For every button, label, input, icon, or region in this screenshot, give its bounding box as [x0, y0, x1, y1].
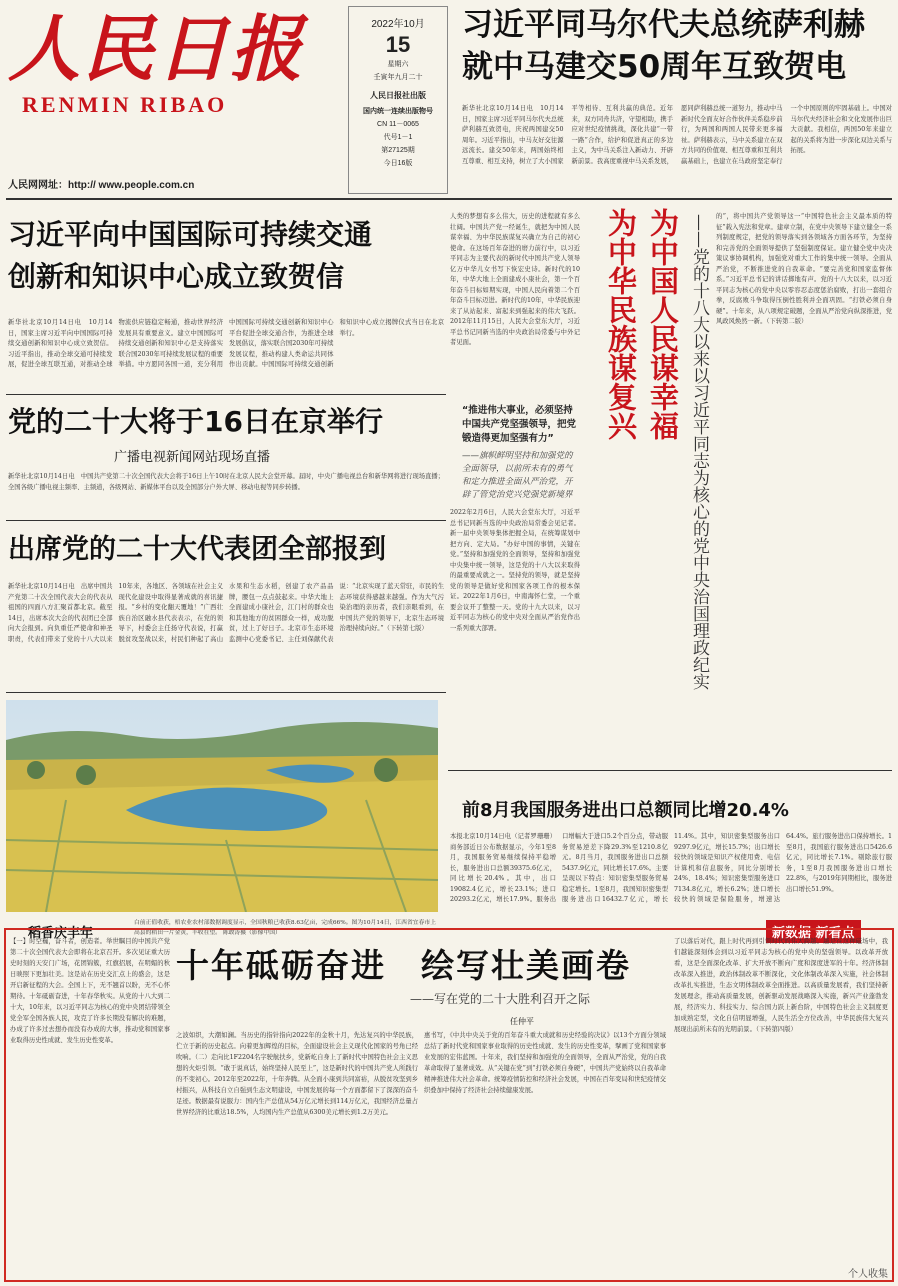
issn-label: 国内统一连续出版物号	[363, 108, 433, 115]
feature-headline[interactable]: 十年砥砺奋进 绘写壮美画卷	[176, 946, 631, 985]
feature-subhead: ——写在党的二十大胜利召开之际	[410, 992, 591, 1006]
masthead-divider	[6, 198, 892, 200]
new-data-badge[interactable]: 新数据 新看点	[766, 920, 861, 943]
top-headline-line-1: 习近平同马尔代夫总统萨利赫	[462, 7, 865, 43]
pull-quote-sub: ——旗帜鲜明坚持和加强党的全面领导，以前所未有的勇气和定力推进全面从严治党，开辟了管党治党兴党强党新境界	[462, 451, 573, 500]
divider	[6, 692, 446, 693]
divider	[448, 770, 892, 771]
photo-caption-text: 白前正值收获，梧农业农村部数据调度显示，全国秋粮已收获8.63亿亩，完成66%。图为10月14日，江西省宜春市上高县的稻田一片金黄，丰收在望。	[134, 920, 436, 936]
top-headline-line-2: 就中马建交50周年互致贺电	[462, 49, 847, 85]
issue-number: 第27125期	[381, 147, 415, 154]
page-count: 今日16版	[383, 160, 413, 167]
newspaper-logo: 人民日报	[8, 6, 305, 91]
feature-text-3: 了以落后对代，跟上时代再到引领时代的伟大跨越。越是在这种磁场中，我们越能深刻体会到以习近平同志为核心的党中央的坚强领导。以改革开放看，这是全面深化改革、扩大开放不断向广度和深度进军的十年。经济体制改革深入推进，政治体制改革不断深化，文化体制改革深入实施，社会体制改革扎实推进，生态文明体制改革全面推进。以高质量发展看，我们坚持新发展理念，推动高质量发展，创新驱动发展战略深入实施，新兴产业蓬勃发展，经济实力、科技实力、综合国力跃上新台阶，中国特色社会主义制度更加成熟定型，文化自信明显增强，人民生活全方位改善，中华民族伟大复兴展现出前所未有的光明前景。（下转第四版）	[674, 938, 888, 1033]
story-2-text: 新华社北京10月14日电 10月14日，国家主席习近平向中国国际可持续交通创新和知识中心成立致贺信。习近平指出，推动全球交通可持续发展，促进全球互联互通，对推动全球物流供应链稳定畅通，推动世界经济发展具有重要意义。建立中国国际可持续交通创新和知识中心是支持落实联合国2030年可持续发展议程的重要举措。中方愿同各国一道，充分利用中国国际可持续交通创新和知识中心平台促进全球交通合作，为推进全球发展倡议，落实联合国2030年可持续发展议程，推动构建人类命运共同体作出贡献。中国国际可持续交通创新和知识中心成立揭牌仪式当日在北京举行。	[8, 319, 444, 368]
top-headline[interactable]	[462, 4, 892, 88]
photo-credit: 陈敢涛摄（影像中国）	[222, 930, 281, 936]
vertical-subtitle: ——党的十八大以来以习近平同志为核心的党中央治国理政纪实	[689, 214, 709, 690]
story-5-headline[interactable]: 前8月我国服务进出口总额同比增20.4%	[462, 800, 789, 821]
story-4-headline[interactable]: 出席党的二十大代表团全部报到	[8, 534, 386, 565]
cn-number: CN 11－0065	[377, 121, 419, 128]
story-3-subhead: 广播电视新闻网站现场直播	[114, 450, 271, 465]
vertical-story-text-a: 人类的梦想有多么伟大，历史的进程就有多么壮阔。中国共产党一经诞生，就把为中国人民谋幸福、为中华民族谋复兴确立为自己的初心使命。在这场百年奋进的磨力前行中，以习近平同志为主要代表的新时代中国共产党人领导亿万中华儿女书写下恢宏史诗。新时代的10年，中华大地上全面建成小康社会，第一个百年奋斗目标如期实现，中国人民向着第二个百年奋斗目标迈进。新时代的10年，中华民族迎来了从站起来、富起来到强起来的伟大飞跃。2012年11月15日，人民大会堂东大厅，习近平总书记同新当选的中央政治局常委与中外记者见面。	[450, 213, 580, 346]
vertical-headline-line-2: 为中华民族谋复兴	[604, 208, 638, 440]
story-4-text: 新华社北京10月14日电 出席中国共产党第二十次全国代表大会的代表从祖国的四面八方汇聚首都北京。截至14日，出席本次大会的代表团已全部向大会报到。向负重任严使命和神圣职责，代表们带来了党的十八大以来10年来，各地区、各领域在社会主义现代化建设中取得显著成就的喜讯捷报。“乡村的变化翻天覆地！”广西壮族自治区融水县代表表示，在党的领导下，村委会主任扬守代表说，打赢脱贫攻坚战以来，村民们种起了高山水果和生态水稻，创建了农产品品牌，腰包一点点鼓起来。中华大地上全面建成小康社会，江门村的群众也和其他地方的贫困群众一样，成功脱贫，过上了好日子。北京市生态环境监测中心党委书记、主任刘保献代表说：“北京实现了蓝天常驻，市民的生态环境获得感越来越强。作为大气污染治理的亲历者，我们亲眼看到，在中国共产党的领导下，北京生态环境治理持续向好。”（下转第七版）	[8, 583, 444, 643]
issue-day: 15	[385, 32, 411, 57]
masthead	[8, 6, 338, 136]
website-url[interactable]: 人民网网址：http:// www.people.com.cn	[8, 180, 195, 191]
rice-field-image	[6, 700, 438, 912]
story-2-headline-line-1: 习近平向中国国际可持续交通	[8, 218, 373, 251]
feature-lead-text: 【一】时空巍，奋斗者，创造者。举世瞩目的中国共产党第二十次全国代表大会即将在北京召开。多次见证重大历史时刻的天安门广场，花团锦簇，红旗招展，在明媚的秋日映照下更加壮美。这是站在历史交汇点上的盛会，这是开启新征程的大会。全国上下，无不翘首以盼，无不心怀期待。十年砥砺奋进，十年春华秋实。从党的十八大到二十大，10年来，以习近平同志为核心的党中央团结带领全党全军全国各族人民，攻克了许多长期没有解决的难题，办成了许多过去想办而没有办成的大事，推动党和国家事业取得历史性成就、发生历史性变革。	[10, 938, 170, 1044]
feature-text-2: 惠书写，《中共中央关于党的百年奋斗重大成就和历史经验的决议》以13个方面分领域总结了新时代党和国家事业取得的历史性成就、发生的历史性变革，擘画了党和国家事业发展的宏伟蓝图。十年来，我们坚持和加强党的全面领导，全面从严治党，党的自我革命取得了显著成效。从“关键在党”到“打铁必须自身硬”，中国共产党始终以自我革命精神推进伟大社会革命。统筹疫情防控和经济社会发展，中国在百年变局和世纪疫情交织叠加中保持了经济社会持续健康发展。	[424, 1032, 666, 1094]
story-5-text: 本报北京10月14日电（记者罗珊珊）商务部近日公布数据显示，今年1至8月，我国服务贸易继续保持平稳增长，服务进出口总额39375.6亿元，同比增长20.4%。其中，出口19082.4亿元，增长23.1%；进口20293.2亿元，增长17.9%。服务出口增幅大于进口5.2个百分点，带动服务贸易逆差下降29.3%至1210.8亿元。8月当月，我国服务进出口总额5437.9亿元，同比增长17.6%。主要呈现以下特点：知识密集型服务贸易稳定增长。1至8月，我国知识密集型服务进出口16432.7亿元，增长11.4%。其中，知识密集型服务出口9297.9亿元，增长15.7%；出口增长较快的领域是知识产权使用费、电信计算机和信息服务，同比分别增长24%、18.4%；知识密集型服务进口7134.8亿元，增长6.2%；进口增长较快的领域是保险服务，增速达64.4%。旅行服务进出口保持增长。1至8月，我国旅行服务进出口5426.6亿元，同比增长7.1%。剔除旅行服务，1至8月我国服务进出口增长22.8%，与2019年同期相比，服务进出口增长51.9%。	[450, 833, 892, 903]
photo-title: 稻香庆丰年	[28, 926, 94, 941]
vertical-headline-line-1: 为中国人民谋幸福	[646, 208, 680, 440]
vertical-headline[interactable]	[584, 208, 684, 708]
issue-year-month: 2022年10月	[371, 19, 425, 30]
date-box	[348, 6, 448, 194]
story-3-text: 新华社北京10月14日电 中国共产党第二十次全国代表大会将于16日上午10时在北京人民大会堂开幕。届时，中央广播电视总台和新华网将进行现场直播；全国各级广播电视主频率、主频道，各级网站、新媒体平台以及全国部分户外大屏、移动电视等同步转播。	[8, 473, 444, 491]
vertical-story-text-b: 2022年2月6日，人民大会堂东大厅，习近平总书记同新当选的中央政治局常委会见记者。新一届中央领导集体把握全局，在统筹谋划中把方向、定大局。“办好中国的事情，关键在党。”坚持和加强党的全面领导，坚持和加强党中央集中统一领导，这是党的十八大以来取得的最重要成就之一。坚持党的领导，就是坚持党的领导是做好党和国家各项工作的根本保证。2022年1月6日，中南海怀仁堂，一个重要会议开了整整一天。党的十九大以来，以习近平同志为核心的党中央对全面从严治党作出一系列重大部署。	[450, 509, 580, 632]
vertical-story-text-c: 的”，将中国共产党领导这一“中国特色社会主义最本质的特征”载入宪法和党章。建章立制，在党中央领导下建立健全一系列制度规定，把党的领导落实到各领域各方面各环节，为坚持和完善党的全面领导提供了坚强制度保证。建立健全党中央决策议事协调机构，加强党对重大工作的集中统一领导。全面从严治党，不断推进党的自我革命。“要完善党和国家监督体系。”习近平总书记的讲话掷地有声。党的十八大以来，以习近平同志为核心的党中央以零容忍态度惩治腐败，打出一套组合拳，反腐败斗争取得压倒性胜利并全面巩固。“打铁必须自身硬”。十年来，从八项规定破题，全面从严治党向纵深推进，党风政风焕然一新。（下转第二版）	[716, 213, 892, 325]
feature-text-1: 之波如织，大潮如澜。当历史的指针指向2022年的金秋十月，先达复兴的中华民族，伫立于新的历史起点。向着更加辉煌的目标，全面建设社会主义现代化国家的号角已经吹响。（二）走向比1F2204名字驶航扶乡，党新屹自身上了新时代中国特色社会主义思想的火炬引领。“敢于说真话，始终坚持人民至上”，这是新时代的中国共产党人所践行的不变初心。2012年至2022年，十年奔腾。从全面小康到共同富裕，从脱贫攻坚到乡村振兴，从科技自立自强到生态文明建设，中国发展的每一个方面都留下了深深的奋斗足迹。数据最有说服力：国内生产总值从54万亿元增长到114万亿元，我国经济总量占世界经济的比重达18.5%，人均国内生产总值从6300美元增长到1.2万美元。	[176, 1032, 418, 1116]
story-3-headline[interactable]: 党的二十大将于16日在京举行	[8, 405, 383, 438]
issue-weekday: 星期六	[387, 61, 409, 68]
issue-lunar-date: 壬寅年九月二十	[373, 74, 423, 81]
newspaper-logo-english: RENMIN RIBAO	[22, 92, 228, 117]
top-story-text: 新华社北京10月14日电 10月14日，国家主席习近平同马尔代夫总统萨利赫互致贺电，庆祝两国建交50周年。习近平指出，中马友好交往源远流长。建交50年来，两国始终相互尊重、相互支持，树立了大小国家平等相待、互利共赢的典范。近年来，双方同舟共济，守望相助，携手应对世纪疫情挑战，深化共建“一带一路”合作，给护和促进真正的多边主义，为中马关系注入新动力、开辟新前景。我高度重视中马关系发展，愿同萨利赫总统一道努力，推动中马新时代全面友好合作伙伴关系稳步前行，为两国和两国人民带来更多福祉。萨利赫表示，马中关系建立在双方共同的价值观、相互尊重和互利共赢基础上，也建立在马政府坚定奉行一个中国原则的牢固基础上。中国对马尔代夫经济社会和文化发展作出巨大贡献。我相信，两国50年来建立起的关系将为进一步深化双边关系与拓展。	[462, 105, 892, 165]
divider	[6, 520, 446, 521]
divider	[6, 394, 446, 395]
story-2-headline[interactable]	[8, 214, 444, 298]
publisher: 人民日报社出版	[370, 91, 426, 100]
feature-author: 任仲平	[510, 1017, 534, 1026]
postal-code: 代号1－1	[383, 134, 413, 141]
story-2-headline-line-2: 创新和知识中心成立致贺信	[8, 260, 345, 293]
watermark: 个人收集	[848, 1269, 888, 1280]
rice-field-photo[interactable]	[6, 700, 438, 912]
pull-quote: “推进伟大事业，必须坚持中国共产党坚强领导，把党锻造得更加坚强有力”	[462, 405, 577, 444]
